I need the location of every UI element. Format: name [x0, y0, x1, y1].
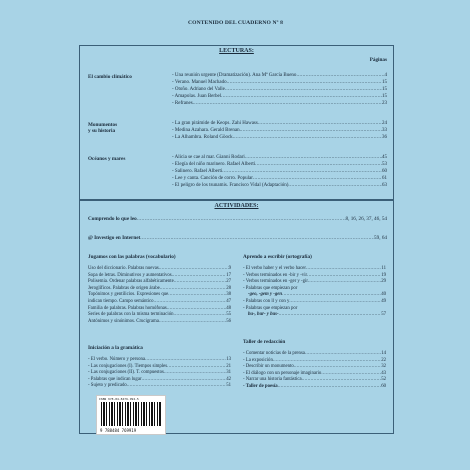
- item-title: Familia de palabras. Palabras homófonas: [88, 305, 167, 311]
- list-item[interactable]: [243, 306, 386, 313]
- item-title: - Palabras que empiezan por: [243, 285, 298, 291]
- item-page: 43: [381, 370, 386, 376]
- category-oceanos: Océanos y mares: [88, 156, 126, 162]
- item-page: 33: [382, 128, 387, 134]
- redaccion-heading: Taller de redacción: [243, 339, 286, 345]
- barcode-digits: 9 788484 769919: [100, 428, 137, 433]
- gramatica-heading: Iniciación a la gramática: [88, 345, 143, 351]
- ortografia-section: [243, 254, 386, 319]
- item-page: 29: [381, 279, 386, 285]
- list-item[interactable]: [172, 93, 387, 100]
- item-title: Uso del diccionario. Palabras nuevas: [88, 266, 159, 271]
- item-title: - Verano. Manuel Machado: [172, 80, 227, 86]
- item-page: 42: [226, 376, 231, 382]
- barcode-isbn: ISBN 978-84-8476-992-5: [99, 397, 139, 401]
- item-page: 40: [381, 292, 386, 298]
- list-item[interactable]: [243, 351, 386, 358]
- item-title: Polisemia. Ordenar palabras alfabéticamente: [88, 279, 174, 285]
- item-title: Sopa de letras. Diminutivos y aumentativos: [88, 272, 172, 278]
- item-title: -geo, -gem y -gen: [248, 292, 283, 298]
- item-page: 27: [226, 279, 231, 285]
- item-page: 13: [226, 357, 231, 362]
- list-item[interactable]: [172, 72, 387, 79]
- item-title: Topónimos y gentilicios. Expresiones que: [88, 292, 169, 298]
- list-item[interactable]: [88, 370, 231, 377]
- barcode: [96, 395, 166, 435]
- list-item[interactable]: [88, 306, 231, 313]
- item-title: - Palabras con ll y con y: [243, 298, 290, 304]
- list-item[interactable]: [88, 273, 231, 280]
- item-page: 53: [382, 162, 387, 168]
- item-title: indican tiempo. Campo semántico: [88, 298, 154, 304]
- list-item[interactable]: [172, 100, 387, 107]
- ortografia-heading: Aprendo a escribir (ortografía): [243, 254, 312, 260]
- item-title: - Alicia se cae al mar. Gianni Rodari: [172, 155, 245, 160]
- lecturas-heading: LECTURAS:: [219, 48, 254, 54]
- list-item[interactable]: [243, 371, 386, 378]
- item-page: 31: [226, 370, 231, 376]
- item-page: 49: [381, 298, 386, 304]
- item-page: 51: [226, 383, 231, 389]
- item-title: - Medina Azahara. Gerald Brenan: [172, 128, 240, 134]
- item-title: - El verbo. Número y persona: [88, 357, 146, 362]
- item-title: - Palabras que empiezan por: [243, 305, 298, 311]
- list-item[interactable]: [88, 364, 231, 371]
- item-page: 4: [384, 73, 387, 78]
- item-page: 52: [381, 377, 386, 383]
- investigo-label: @ Investigo en Internet: [88, 235, 141, 241]
- list-item[interactable]: [243, 377, 386, 384]
- item-title: - Amapolas. Juan Berbel: [172, 94, 222, 100]
- item-page: 57: [381, 312, 386, 318]
- list-item[interactable]: [172, 161, 387, 168]
- list-item[interactable]: [243, 299, 386, 306]
- barcode-bars: [101, 402, 161, 426]
- item-page: 19: [381, 272, 386, 278]
- list-item[interactable]: [243, 266, 386, 273]
- actividades-heading: ACTIVIDADES:: [214, 203, 259, 209]
- item-page: 23: [382, 101, 387, 107]
- list-item[interactable]: [172, 168, 387, 175]
- item-page: 9: [228, 266, 231, 271]
- item-page: 61: [382, 176, 387, 182]
- item-title: - El peligro de los tsunamis. Francisco Vidal (Adaptación): [172, 183, 289, 189]
- paginas-label: Páginas: [369, 57, 387, 63]
- item-title: - Describir un monumento: [243, 364, 294, 370]
- item-page: 60: [381, 383, 386, 389]
- investigo-pages: 59, 64: [374, 235, 387, 241]
- item-page: 45: [382, 155, 387, 160]
- list-item[interactable]: [243, 312, 386, 319]
- list-item[interactable]: [243, 384, 386, 391]
- list-item[interactable]: [172, 175, 387, 182]
- item-page: 55: [226, 312, 231, 318]
- item-page: 14: [381, 351, 386, 356]
- item-page: 11: [381, 266, 386, 271]
- group-oceanos: [172, 154, 387, 189]
- item-title: - La exposición: [243, 357, 273, 363]
- item-title: - El verbo haber y el verbo hacer: [243, 266, 306, 271]
- list-item[interactable]: [88, 279, 231, 286]
- item-title: Antónimos y sinónimos. Crucigrama: [88, 318, 159, 324]
- list-item[interactable]: [88, 383, 231, 390]
- item-page: 48: [226, 305, 231, 311]
- investigo-row[interactable]: [88, 235, 387, 242]
- list-item[interactable]: [172, 86, 387, 93]
- item-title: - La Alhambra. Roland Göock: [172, 135, 233, 141]
- item-page: 47: [226, 298, 231, 304]
- page-title: CONTENIDO DEL CUADERNO Nº 8: [188, 20, 283, 26]
- redaccion-section: [243, 339, 386, 391]
- comprendo-pages: 8, 16, 26, 37, 46, 54: [345, 216, 387, 222]
- category-cambio-climatico: El cambio climático: [88, 74, 132, 80]
- item-page: 28: [226, 285, 231, 291]
- item-title: - Narrar una historia fantástica: [243, 377, 302, 383]
- item-title: - Verbos terminados en -ger y -gir: [243, 279, 308, 285]
- list-item[interactable]: [172, 120, 387, 127]
- list-item[interactable]: [88, 266, 231, 273]
- item-title: Series de palabras con la misma terminación: [88, 312, 174, 318]
- item-page: 56: [226, 318, 231, 324]
- list-item[interactable]: [88, 286, 231, 293]
- item-title: - Lee y canta. Canción de corro. Popular: [172, 176, 253, 182]
- item-page: 15: [382, 94, 387, 100]
- item-title: bu-, bur- y bus-: [248, 312, 279, 318]
- list-item[interactable]: [88, 377, 231, 384]
- category-monumentos: Monumentos y su historia: [88, 122, 118, 134]
- comprendo-label: Comprendo lo que leo: [88, 216, 137, 222]
- list-item[interactable]: [88, 299, 231, 306]
- vocab-section: [88, 254, 231, 325]
- item-page: 17: [226, 272, 231, 278]
- list-item[interactable]: [172, 79, 387, 86]
- item-page: 38: [226, 292, 231, 298]
- item-title: - Verbos terminados en -bir y -vir: [243, 272, 308, 278]
- list-item[interactable]: [172, 182, 387, 189]
- list-item[interactable]: [88, 312, 231, 319]
- list-item[interactable]: [88, 319, 231, 326]
- gramatica-section: [88, 345, 231, 390]
- item-page: 24: [382, 121, 387, 126]
- list-item[interactable]: [243, 292, 386, 299]
- list-item[interactable]: [172, 127, 387, 134]
- item-page: 32: [381, 364, 386, 370]
- list-item[interactable]: [243, 364, 386, 371]
- item-page: 60: [382, 169, 387, 175]
- list-item[interactable]: [88, 357, 231, 364]
- item-title: - Otoño. Adriano del Valle: [172, 87, 225, 93]
- comprendo-row[interactable]: [88, 216, 387, 223]
- item-page: 63: [382, 183, 387, 189]
- lecturas-box: [79, 45, 394, 200]
- item-page: 15: [382, 87, 387, 93]
- item-title: - Elegía del niño marinero. Rafael Alberti: [172, 162, 256, 168]
- item-title: - Las conjugaciones (II). T. compuestos: [88, 370, 164, 376]
- item-title: - Las conjugaciones (I). Tiempos simples: [88, 363, 168, 369]
- item-page: 21: [226, 363, 231, 369]
- item-title: - Refranes: [172, 101, 193, 107]
- item-title: Jeroglíficos. Palabras de origen árabe: [88, 285, 160, 291]
- item-title: - Salinero. Rafael Alberti: [172, 169, 223, 175]
- list-item[interactable]: [172, 134, 387, 141]
- item-title: - Sujeto y predicado: [88, 383, 127, 389]
- group-cambio-climatico: [172, 72, 387, 107]
- item-title: - Palabras que indican lugar: [88, 376, 142, 382]
- item-page: 22: [381, 357, 386, 363]
- item-title: - Una reunión urgente (Dramatización). Ana Mª García Bueno: [172, 73, 297, 78]
- list-item[interactable]: [243, 273, 386, 280]
- item-page: 15: [382, 80, 387, 86]
- list-item[interactable]: [88, 292, 231, 299]
- item-title: - Comentar noticias de la prensa: [243, 351, 305, 356]
- list-item[interactable]: [243, 286, 386, 293]
- list-item[interactable]: [243, 358, 386, 365]
- group-monumentos: [172, 120, 387, 141]
- item-title: - La gran pirámide de Keops. Zahi Hawass: [172, 121, 258, 126]
- vocab-heading: Jugamos con las palabras (vocabulario): [88, 254, 176, 260]
- list-item[interactable]: [243, 279, 386, 286]
- item-page: 36: [382, 135, 387, 141]
- item-title: - El diálogo con un personaje imaginario: [243, 370, 322, 376]
- item-title: - Taller de poesía: [243, 383, 278, 389]
- list-item[interactable]: [172, 154, 387, 161]
